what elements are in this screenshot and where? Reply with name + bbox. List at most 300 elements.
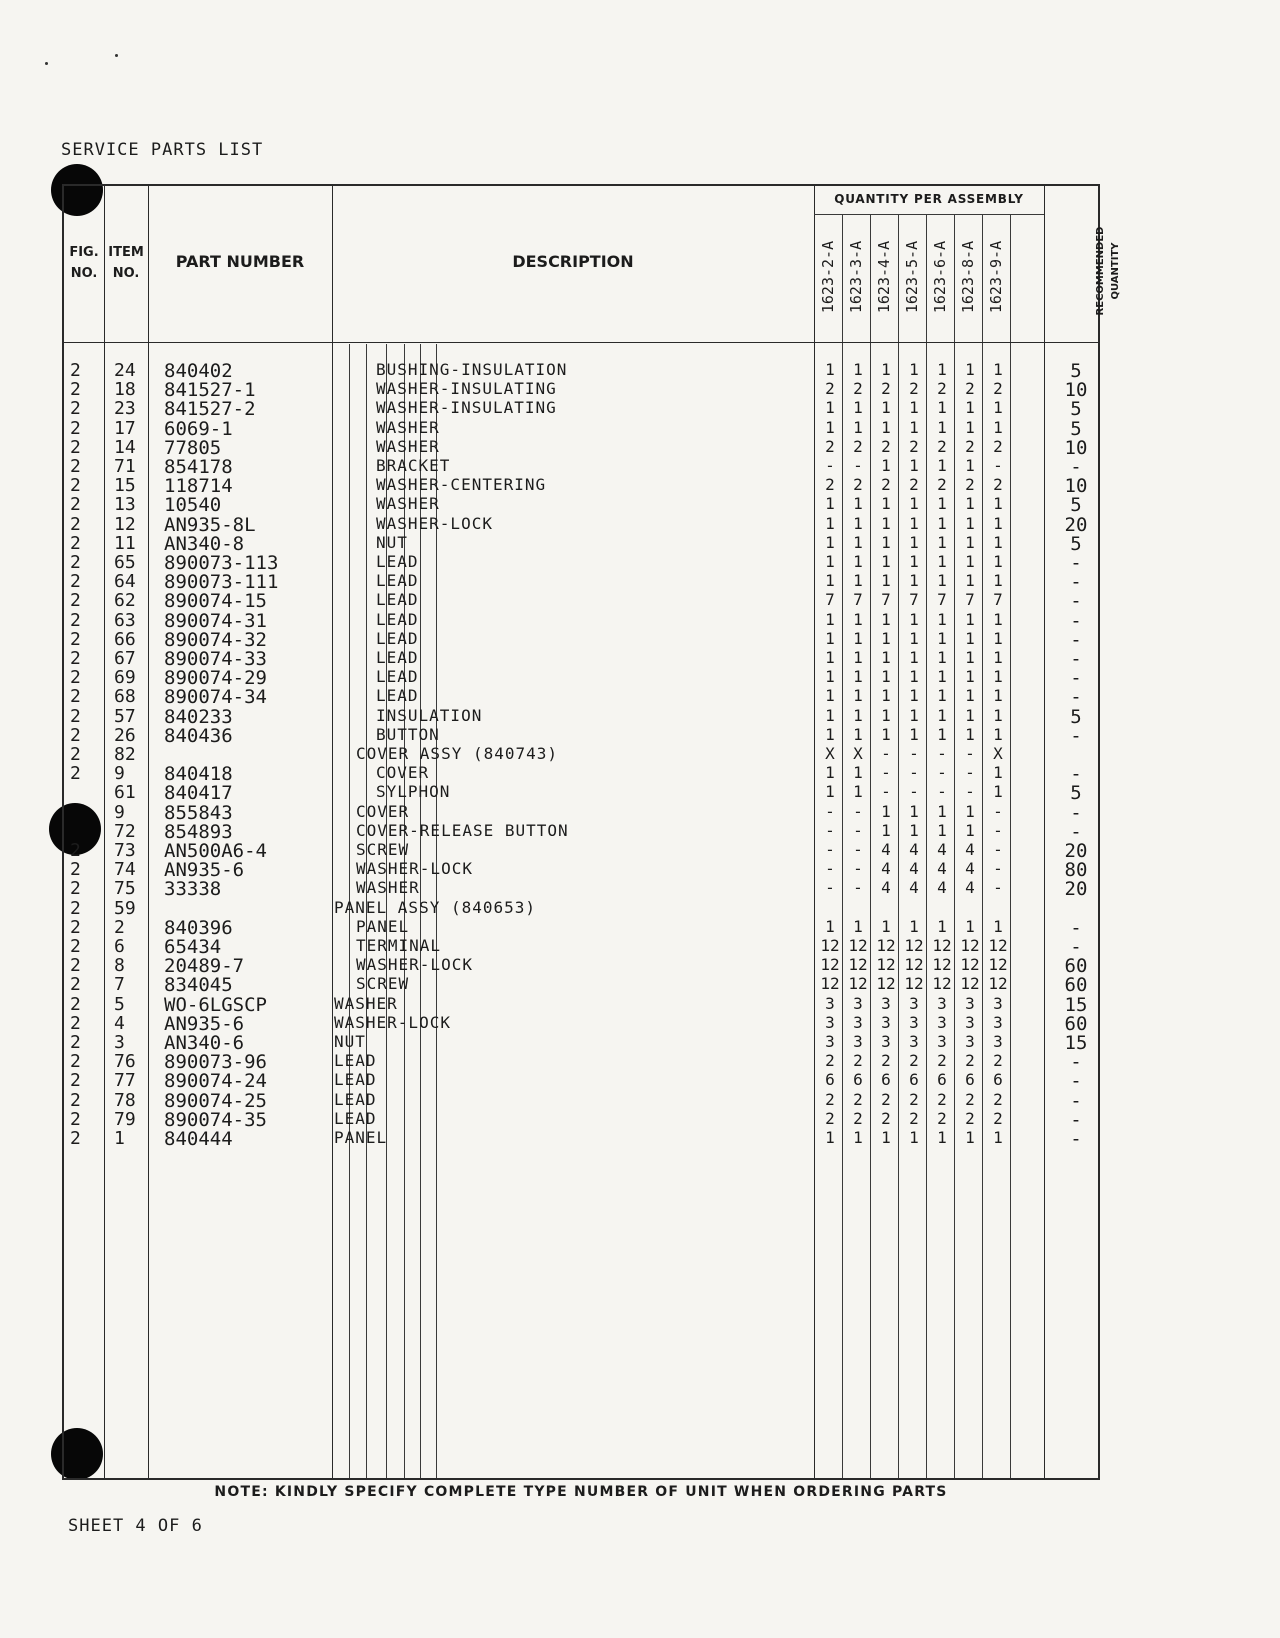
recommended-qty: 5 [1070, 417, 1082, 440]
qty-value: - [853, 820, 863, 840]
qty-value: 12 [988, 974, 1008, 994]
qty-value: 1 [825, 494, 835, 514]
recommended-qty: 10 [1064, 436, 1088, 459]
item-no: 26 [114, 724, 136, 746]
recommended-qty: - [1070, 590, 1082, 613]
recommended-qty: 5 [1070, 532, 1082, 555]
qty-value: 12 [904, 936, 924, 955]
fig-no: 2 [70, 398, 81, 420]
header-assembly: 1623-9-A [987, 240, 1005, 314]
recommended-qty: - [1070, 609, 1082, 632]
qty-value: 2 [881, 379, 891, 399]
qty-value: 1 [825, 1128, 835, 1147]
qty-value: 1 [881, 398, 891, 418]
qty-value: 1 [881, 571, 891, 591]
description: LEAD [376, 667, 419, 687]
qty-value: 1 [853, 513, 863, 533]
qty-value: 12 [848, 955, 868, 975]
qty-value: 1 [909, 801, 919, 821]
qty-value: 1 [853, 552, 863, 571]
qty-value: 12 [988, 936, 1008, 955]
recommended-qty: 5 [1070, 398, 1082, 421]
qty-value: 2 [825, 475, 835, 495]
qty-value: 1 [993, 571, 1003, 591]
part-number: WO-6LGSCP [164, 993, 267, 1016]
recommended-qty: - [1070, 667, 1082, 690]
paper-speck [45, 62, 48, 65]
qty-value: 12 [960, 955, 980, 975]
description: INSULATION [376, 705, 483, 725]
fig-no: 2 [70, 360, 81, 381]
item-no: 79 [114, 1108, 136, 1130]
qty-value: 7 [937, 590, 947, 610]
qty-value: 2 [881, 1051, 891, 1071]
qty-value: 1 [909, 552, 919, 571]
qty-value: 2 [825, 436, 835, 456]
description: LEAD [376, 609, 419, 629]
item-no: 74 [114, 859, 136, 881]
qty-value: 1 [881, 417, 891, 437]
qty-value: 1 [909, 705, 919, 725]
qty-value: 1 [853, 571, 863, 591]
qty-value: 1 [825, 628, 835, 648]
item-no: 65 [114, 552, 136, 573]
recommended-qty: - [1070, 648, 1082, 670]
qty-value: 2 [909, 1108, 919, 1128]
description: LEAD [376, 552, 419, 571]
qty-value: 1 [909, 1128, 919, 1147]
qty-value: 1 [909, 513, 919, 533]
qty-value: 1 [993, 686, 1003, 706]
qty-value: 1 [881, 628, 891, 648]
qty-value: 3 [881, 1012, 891, 1032]
qty-value: 1 [937, 686, 947, 706]
qty-value: 1 [909, 571, 919, 591]
description: LEAD [334, 1089, 377, 1109]
qty-value: 2 [993, 1051, 1003, 1071]
qty-value: 4 [965, 878, 975, 898]
qty-value: X [853, 744, 863, 763]
qty-value: 6 [937, 1070, 947, 1090]
part-number: 890074-29 [164, 667, 267, 690]
qty-value: 3 [937, 993, 947, 1013]
qty-value: 1 [825, 648, 835, 667]
qty-value: 4 [909, 878, 919, 898]
header-recommended-quantity: RECOMMENDED QUANTITY [1095, 226, 1121, 316]
qty-value: 4 [965, 859, 975, 879]
qty-value: 1 [965, 571, 975, 591]
qty-value: - [909, 744, 919, 763]
qty-value: 2 [909, 379, 919, 399]
item-no: 7 [114, 974, 125, 996]
part-number: 841527-1 [164, 379, 256, 402]
recommended-qty: - [1070, 1051, 1082, 1074]
qty-value: 1 [881, 532, 891, 552]
description: WASHER-LOCK [356, 859, 473, 879]
qty-value: 2 [881, 475, 891, 495]
qty-value: 12 [820, 974, 840, 994]
part-number: 854178 [164, 456, 233, 478]
item-no: 9 [114, 801, 125, 823]
qty-value: 1 [825, 667, 835, 687]
qty-value: 1 [853, 705, 863, 725]
qty-value: 2 [937, 1051, 947, 1071]
qty-value: 1 [965, 686, 975, 706]
fig-no: 2 [70, 628, 81, 650]
qty-value: 7 [881, 590, 891, 610]
fig-no: 2 [70, 648, 81, 669]
qty-value: 1 [965, 820, 975, 840]
part-number: 854893 [164, 820, 233, 843]
fig-no: 2 [70, 840, 81, 861]
qty-value: 2 [909, 475, 919, 495]
qty-value: 1 [937, 552, 947, 571]
part-number: AN935-8L [164, 513, 256, 536]
description: WASHER-LOCK [376, 513, 493, 533]
item-no: 18 [114, 379, 136, 401]
fig-no: 2 [70, 494, 81, 516]
qty-value: 12 [820, 955, 840, 975]
qty-value: 2 [965, 1089, 975, 1109]
qty-value: 1 [965, 648, 975, 667]
part-number: 890074-33 [164, 648, 267, 670]
qty-value: 1 [853, 724, 863, 744]
header-assembly: 1623-5-A [903, 240, 921, 314]
qty-value: 1 [993, 648, 1003, 667]
fig-no: 2 [70, 878, 81, 900]
description: COVER-RELEASE BUTTON [356, 820, 569, 840]
description: TERMINAL [356, 936, 442, 955]
qty-value: - [825, 801, 835, 821]
part-number: 10540 [164, 494, 222, 517]
fig-no: 2 [70, 1012, 81, 1034]
fig-no: 2 [70, 705, 81, 727]
qty-value: 1 [881, 801, 891, 821]
fig-no: 2 [70, 724, 81, 746]
qty-value: 1 [937, 417, 947, 437]
qty-value: 2 [853, 1051, 863, 1071]
qty-value: 12 [820, 936, 840, 955]
qty-value: 1 [993, 724, 1003, 744]
item-no: 17 [114, 417, 136, 439]
part-number: 840417 [164, 782, 233, 805]
col-divider [148, 186, 149, 1478]
item-no: 13 [114, 494, 136, 516]
qty-value: 3 [993, 993, 1003, 1013]
qty-value: 7 [993, 590, 1003, 610]
recommended-qty: - [1070, 628, 1082, 651]
recommended-qty: - [1070, 1089, 1082, 1112]
qty-value: 1 [825, 571, 835, 591]
qty-value: 2 [965, 1108, 975, 1128]
qty-value: 4 [909, 859, 919, 879]
recommended-qty: - [1070, 552, 1082, 574]
qty-value: 1 [909, 456, 919, 475]
qty-value: 3 [965, 993, 975, 1013]
qty-value: 1 [993, 705, 1003, 725]
qty-value: 7 [965, 590, 975, 610]
qty-value: - [853, 456, 863, 475]
qty-value: - [825, 859, 835, 879]
header-item-no: ITEM NO. [108, 245, 144, 281]
description: BUSHING-INSULATION [376, 360, 568, 379]
qty-value: 1 [909, 648, 919, 667]
qty-value: 1 [881, 667, 891, 687]
qty-value: 3 [825, 993, 835, 1013]
qty-value: - [853, 801, 863, 821]
description: WASHER [376, 494, 440, 514]
qty-value: 2 [993, 475, 1003, 495]
qty-value: 2 [937, 1089, 947, 1109]
qty-value: 1 [937, 398, 947, 418]
qty-value: 1 [853, 628, 863, 648]
part-number: 890074-35 [164, 1108, 267, 1131]
header-part-number: PART NUMBER [175, 252, 305, 271]
item-no: 2 [114, 916, 125, 938]
qty-value: 2 [853, 1089, 863, 1109]
qty-value: 1 [965, 513, 975, 533]
qty-value: 1 [937, 667, 947, 687]
qty-value: 1 [909, 417, 919, 437]
fig-no: 2 [70, 955, 81, 977]
header-assembly: 1623-3-A [847, 240, 865, 314]
part-number: 890074-32 [164, 628, 267, 651]
qty-value: 12 [960, 936, 980, 955]
recommended-qty: 60 [1064, 955, 1088, 978]
qty-value: 12 [988, 955, 1008, 975]
qty-value: 6 [881, 1070, 891, 1090]
qty-value: 1 [937, 513, 947, 533]
qty-value: 6 [965, 1070, 975, 1090]
item-no: 23 [114, 398, 136, 420]
qty-value: 1 [881, 916, 891, 936]
item-no: 6 [114, 936, 125, 957]
description: LEAD [334, 1070, 377, 1090]
fig-no: 2 [70, 417, 81, 439]
description: LEAD [376, 686, 419, 706]
description: LEAD [376, 628, 419, 648]
qty-value: 1 [993, 494, 1003, 514]
qty-value: - [993, 820, 1003, 840]
part-number: 890074-24 [164, 1070, 267, 1093]
qty-value: 1 [937, 1128, 947, 1147]
part-number: AN340-8 [164, 532, 245, 555]
qty-value: - [965, 782, 975, 802]
header-assembly: 1623-6-A [931, 240, 949, 314]
qty-value: 1 [993, 417, 1003, 437]
description: COVER [376, 763, 430, 783]
part-number: 840233 [164, 705, 233, 728]
qty-value: 1 [965, 532, 975, 552]
header-description: DESCRIPTION [512, 252, 634, 271]
qty-value: 3 [825, 1032, 835, 1051]
fig-no: 2 [70, 1089, 81, 1111]
part-number: 6069-1 [164, 417, 233, 440]
qty-value: 1 [965, 628, 975, 648]
qty-value: - [937, 763, 947, 783]
qty-value: - [881, 782, 891, 802]
qty-value: 1 [881, 552, 891, 571]
part-number: 890073-113 [164, 552, 279, 574]
qty-value: 2 [881, 1108, 891, 1128]
qty-value: 1 [881, 724, 891, 744]
qty-value: 12 [932, 936, 952, 955]
qty-value: 12 [960, 974, 980, 994]
item-no: 77 [114, 1070, 136, 1092]
fig-no: 2 [70, 1128, 81, 1149]
item-no: 61 [114, 782, 136, 804]
qty-value: 2 [825, 379, 835, 399]
part-number: 890074-15 [164, 590, 267, 613]
qty-value: 2 [993, 379, 1003, 399]
item-no: 64 [114, 571, 136, 593]
qty-value: 1 [853, 532, 863, 552]
recommended-qty: - [1070, 801, 1082, 824]
qty-value: 1 [825, 398, 835, 418]
recommended-qty: 5 [1070, 705, 1082, 728]
qty-value: 12 [876, 974, 896, 994]
part-number: 77805 [164, 436, 222, 459]
col-divider [814, 186, 815, 1478]
qty-value: 1 [825, 609, 835, 629]
qty-value: 1 [937, 801, 947, 821]
item-no: 66 [114, 628, 136, 650]
header-assembly: 1623-4-A [875, 240, 893, 314]
fig-no: 2 [70, 571, 81, 593]
qty-value: 2 [909, 436, 919, 456]
qty-value: 1 [937, 916, 947, 936]
qty-value: 1 [909, 532, 919, 552]
fig-no: 2 [70, 859, 81, 881]
qty-value: 1 [937, 571, 947, 591]
qty-value: 1 [909, 724, 919, 744]
description: COVER ASSY (840743) [356, 744, 559, 763]
qty-value: 1 [937, 820, 947, 840]
recommended-qty: 20 [1064, 513, 1088, 536]
fig-no: 2 [70, 590, 81, 612]
part-number: 840444 [164, 1128, 233, 1150]
qty-value: - [993, 456, 1003, 475]
header-qty-per-assembly: QUANTITY PER ASSEMBLY [834, 192, 1024, 206]
qty-value: 1 [881, 686, 891, 706]
qty-value: 2 [993, 1089, 1003, 1109]
fig-no: 2 [70, 897, 81, 919]
item-no: 59 [114, 897, 136, 919]
qty-value: 7 [825, 590, 835, 610]
item-no: 4 [114, 1012, 125, 1034]
recommended-qty: 60 [1064, 1012, 1088, 1035]
qty-value: 2 [909, 1051, 919, 1071]
qty-value: 2 [825, 1089, 835, 1109]
recommended-qty: 5 [1070, 494, 1082, 517]
qty-value: 1 [993, 532, 1003, 552]
part-number: 890074-31 [164, 609, 267, 632]
part-number: 65434 [164, 936, 222, 958]
qty-value: 1 [881, 456, 891, 475]
part-number: 890074-34 [164, 686, 267, 709]
qty-value: 1 [937, 532, 947, 552]
item-no: 14 [114, 436, 136, 458]
recommended-qty: - [1070, 724, 1082, 747]
qty-value: 3 [937, 1032, 947, 1051]
qty-value: 1 [937, 724, 947, 744]
recommended-qty: - [1070, 1070, 1082, 1093]
qty-value: - [909, 763, 919, 783]
qty-value: 1 [853, 417, 863, 437]
qty-value: 1 [909, 820, 919, 840]
part-number: 841527-2 [164, 398, 256, 421]
fig-no: 2 [70, 1051, 81, 1073]
recommended-qty: - [1070, 936, 1082, 958]
qty-value: 2 [965, 379, 975, 399]
qty-value: 2 [937, 436, 947, 456]
qty-value: 12 [932, 955, 952, 975]
qty-value: 1 [825, 360, 835, 379]
qty-value: 1 [965, 724, 975, 744]
qty-value: 2 [853, 475, 863, 495]
item-no: 73 [114, 840, 136, 861]
qty-value: 1 [965, 1128, 975, 1147]
col-divider [1044, 186, 1045, 1478]
qty-value: 1 [881, 648, 891, 667]
item-no: 71 [114, 456, 136, 477]
fig-no: 2 [70, 456, 81, 477]
recommended-qty: 15 [1064, 993, 1088, 1016]
description: LEAD [376, 571, 419, 591]
fig-no: 2 [70, 667, 81, 689]
recommended-qty: 5 [1070, 360, 1082, 382]
description: PANEL [356, 916, 410, 936]
qty-value: 4 [937, 878, 947, 898]
qty-value: 1 [853, 609, 863, 629]
qty-header-rule [814, 214, 1044, 215]
qty-value: 1 [853, 398, 863, 418]
part-number: 840396 [164, 916, 233, 939]
qty-value: 2 [937, 1108, 947, 1128]
qty-value: 1 [993, 667, 1003, 687]
part-number: 33338 [164, 878, 222, 901]
qty-value: 12 [904, 955, 924, 975]
qty-value: - [909, 782, 919, 802]
qty-value: 3 [993, 1032, 1003, 1051]
qty-value: 2 [993, 1108, 1003, 1128]
description: COVER [356, 801, 410, 821]
fig-no: 2 [70, 552, 81, 573]
qty-value: - [993, 801, 1003, 821]
qty-value: 4 [909, 840, 919, 859]
recommended-qty: 10 [1064, 475, 1088, 498]
qty-value: - [993, 859, 1003, 879]
qty-value: 3 [853, 1012, 863, 1032]
qty-value: 1 [993, 398, 1003, 418]
qty-value: 1 [965, 360, 975, 379]
qty-value: 1 [881, 609, 891, 629]
recommended-qty: - [1070, 571, 1082, 594]
qty-value: 3 [881, 993, 891, 1013]
recommended-qty: - [1070, 1108, 1082, 1131]
qty-value: 1 [853, 686, 863, 706]
qty-value: 6 [853, 1070, 863, 1090]
qty-value: 1 [993, 360, 1003, 379]
qty-value: - [825, 456, 835, 475]
item-no: 76 [114, 1051, 136, 1073]
qty-value: 12 [876, 955, 896, 975]
qty-value: - [937, 744, 947, 763]
ordering-note: NOTE: KINDLY SPECIFY COMPLETE TYPE NUMBER OF UNIT WHEN ORDERING PARTS [214, 1484, 948, 1500]
qty-value: 3 [853, 1032, 863, 1051]
description: NUT [376, 532, 408, 552]
fig-no: 2 [70, 1070, 81, 1092]
